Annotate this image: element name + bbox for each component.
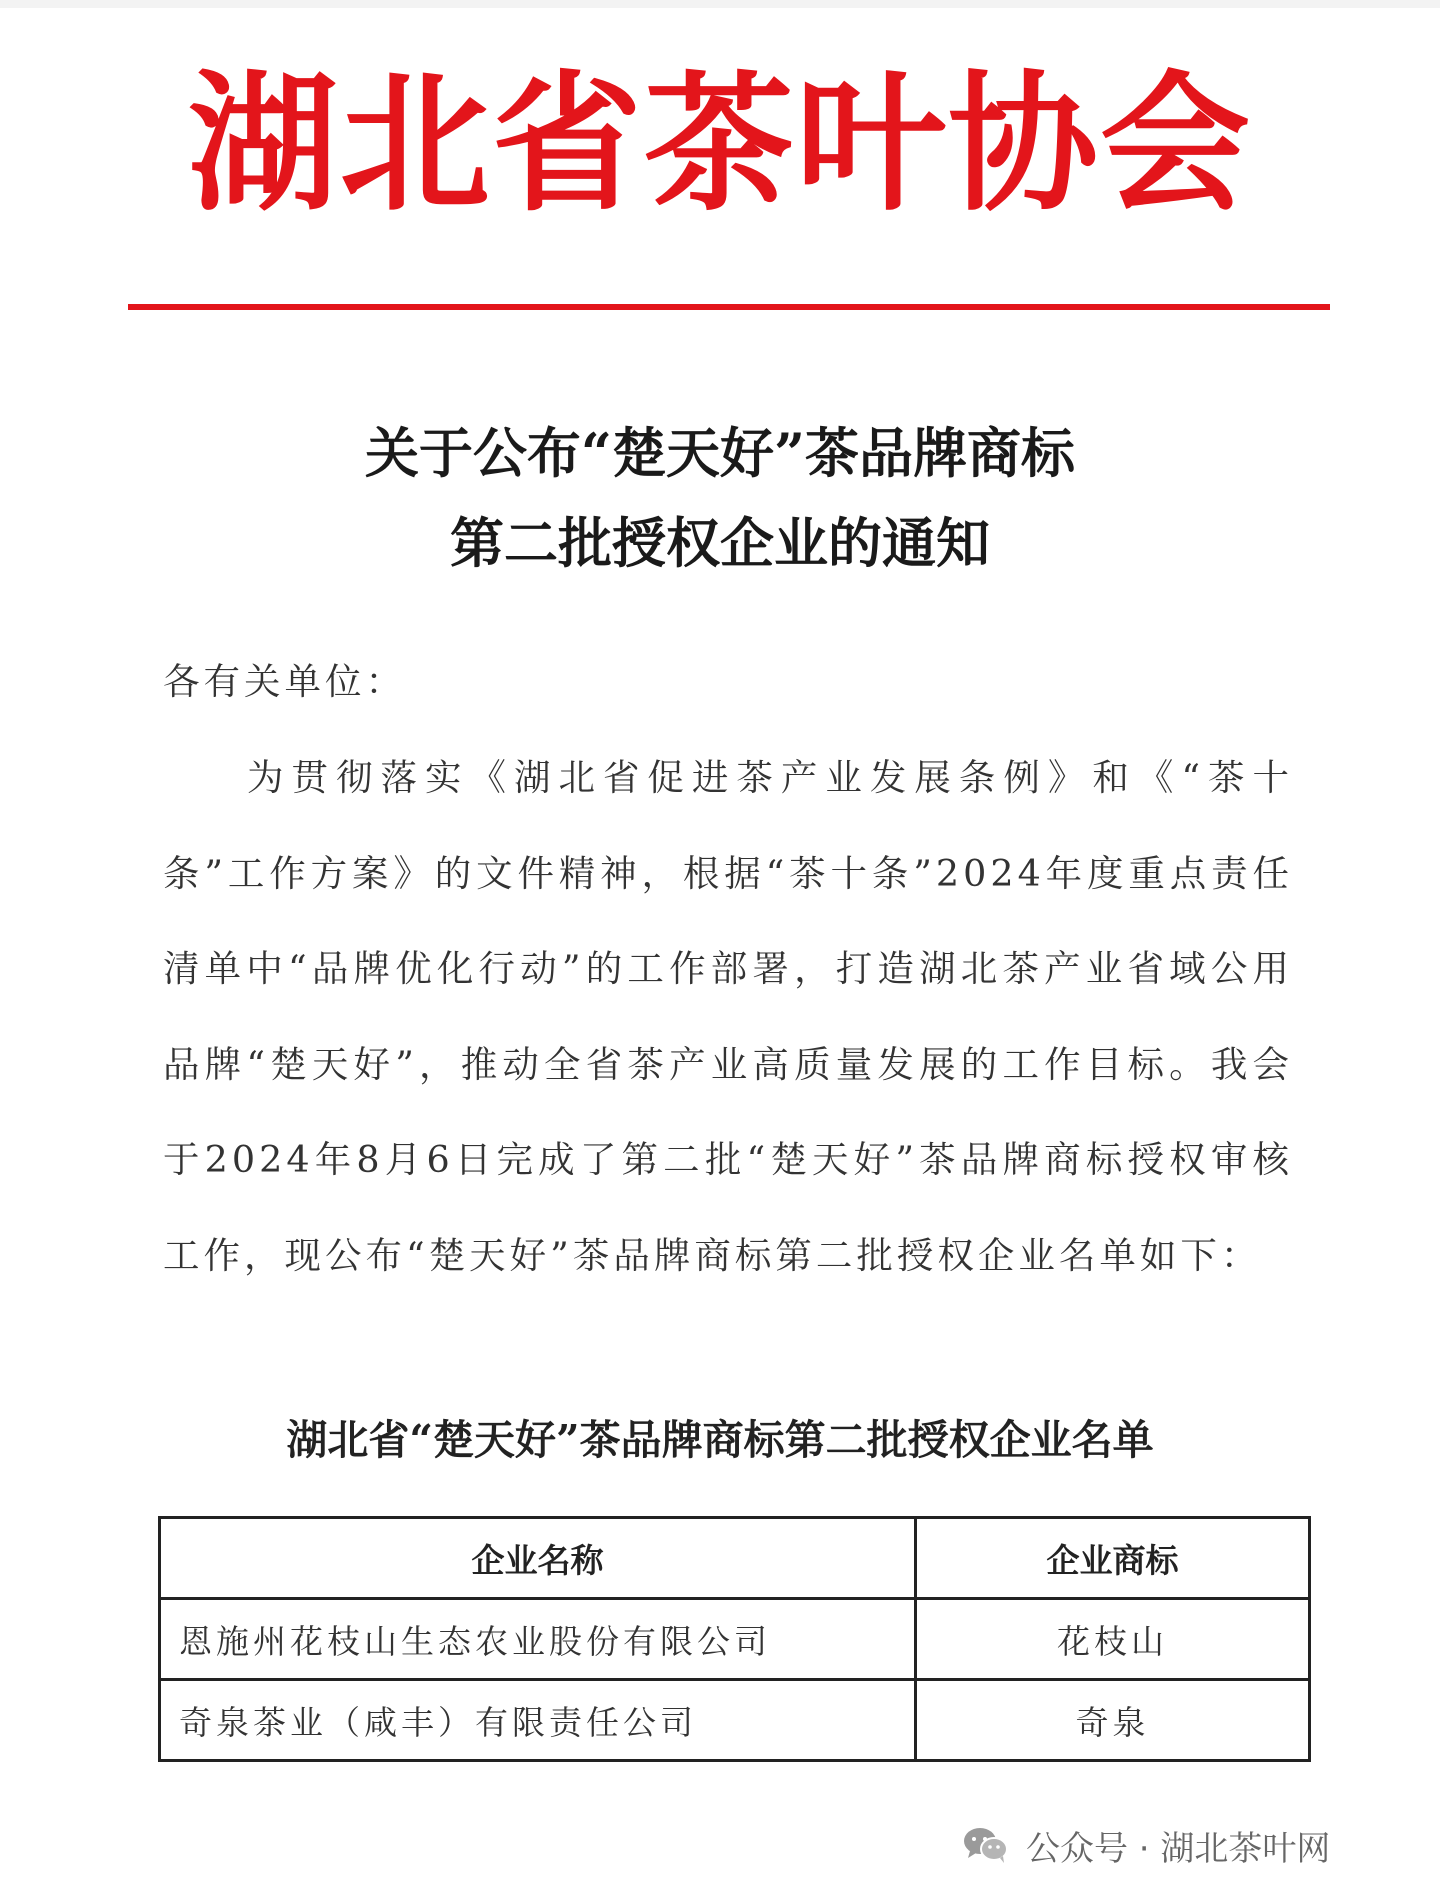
authorized-companies-table [158, 1516, 1311, 1762]
top-strip [0, 0, 1440, 8]
wechat-icon [962, 1825, 1010, 1865]
notice-paragraph: 为贯彻落实《湖北省促进茶产业发展条例》和《“茶十条”工作方案》的文件精神，根据“茶十条”2024年度重点责任清单中“品牌优化行动”的工作部署，打造湖北茶产业省域公用品牌“楚天好”，推动全省茶产业高质量发展的工作目标。我会于2024年8月6日完成了第二批“楚天好”茶品牌商标授权审核工作，现公布“楚天好”茶品牌商标第二批授权企业名单如下： [163, 756, 1293, 1277]
trademark-cell: 奇泉 [916, 1680, 1310, 1761]
table-row [160, 1599, 1310, 1680]
table-row [160, 1680, 1310, 1761]
watermark-text: 公众号 · 湖北茶叶网 [1026, 1828, 1331, 1869]
header-divider [128, 304, 1330, 310]
table-header-row [160, 1518, 1310, 1599]
salutation: 各有关单位： [163, 660, 406, 703]
trademark-cell: 花枝山 [916, 1599, 1310, 1680]
organization-header: 湖北省茶叶协会 [187, 58, 1252, 232]
company-name-cell: 奇泉茶业（咸丰）有限责任公司 [160, 1680, 916, 1761]
document-title-line2: 第二批授权企业的通知 [450, 511, 990, 575]
column-header-trademark: 企业商标 [916, 1518, 1310, 1599]
document-title-line1: 关于公布“楚天好”茶品牌商标 [364, 421, 1076, 485]
company-name-cell: 恩施州花枝山生态农业股份有限公司 [160, 1599, 916, 1680]
wechat-watermark [962, 1820, 1330, 1870]
column-header-company-name: 企业名称 [160, 1518, 916, 1599]
list-title: 湖北省“楚天好”茶品牌商标第二批授权企业名单 [286, 1416, 1154, 1464]
